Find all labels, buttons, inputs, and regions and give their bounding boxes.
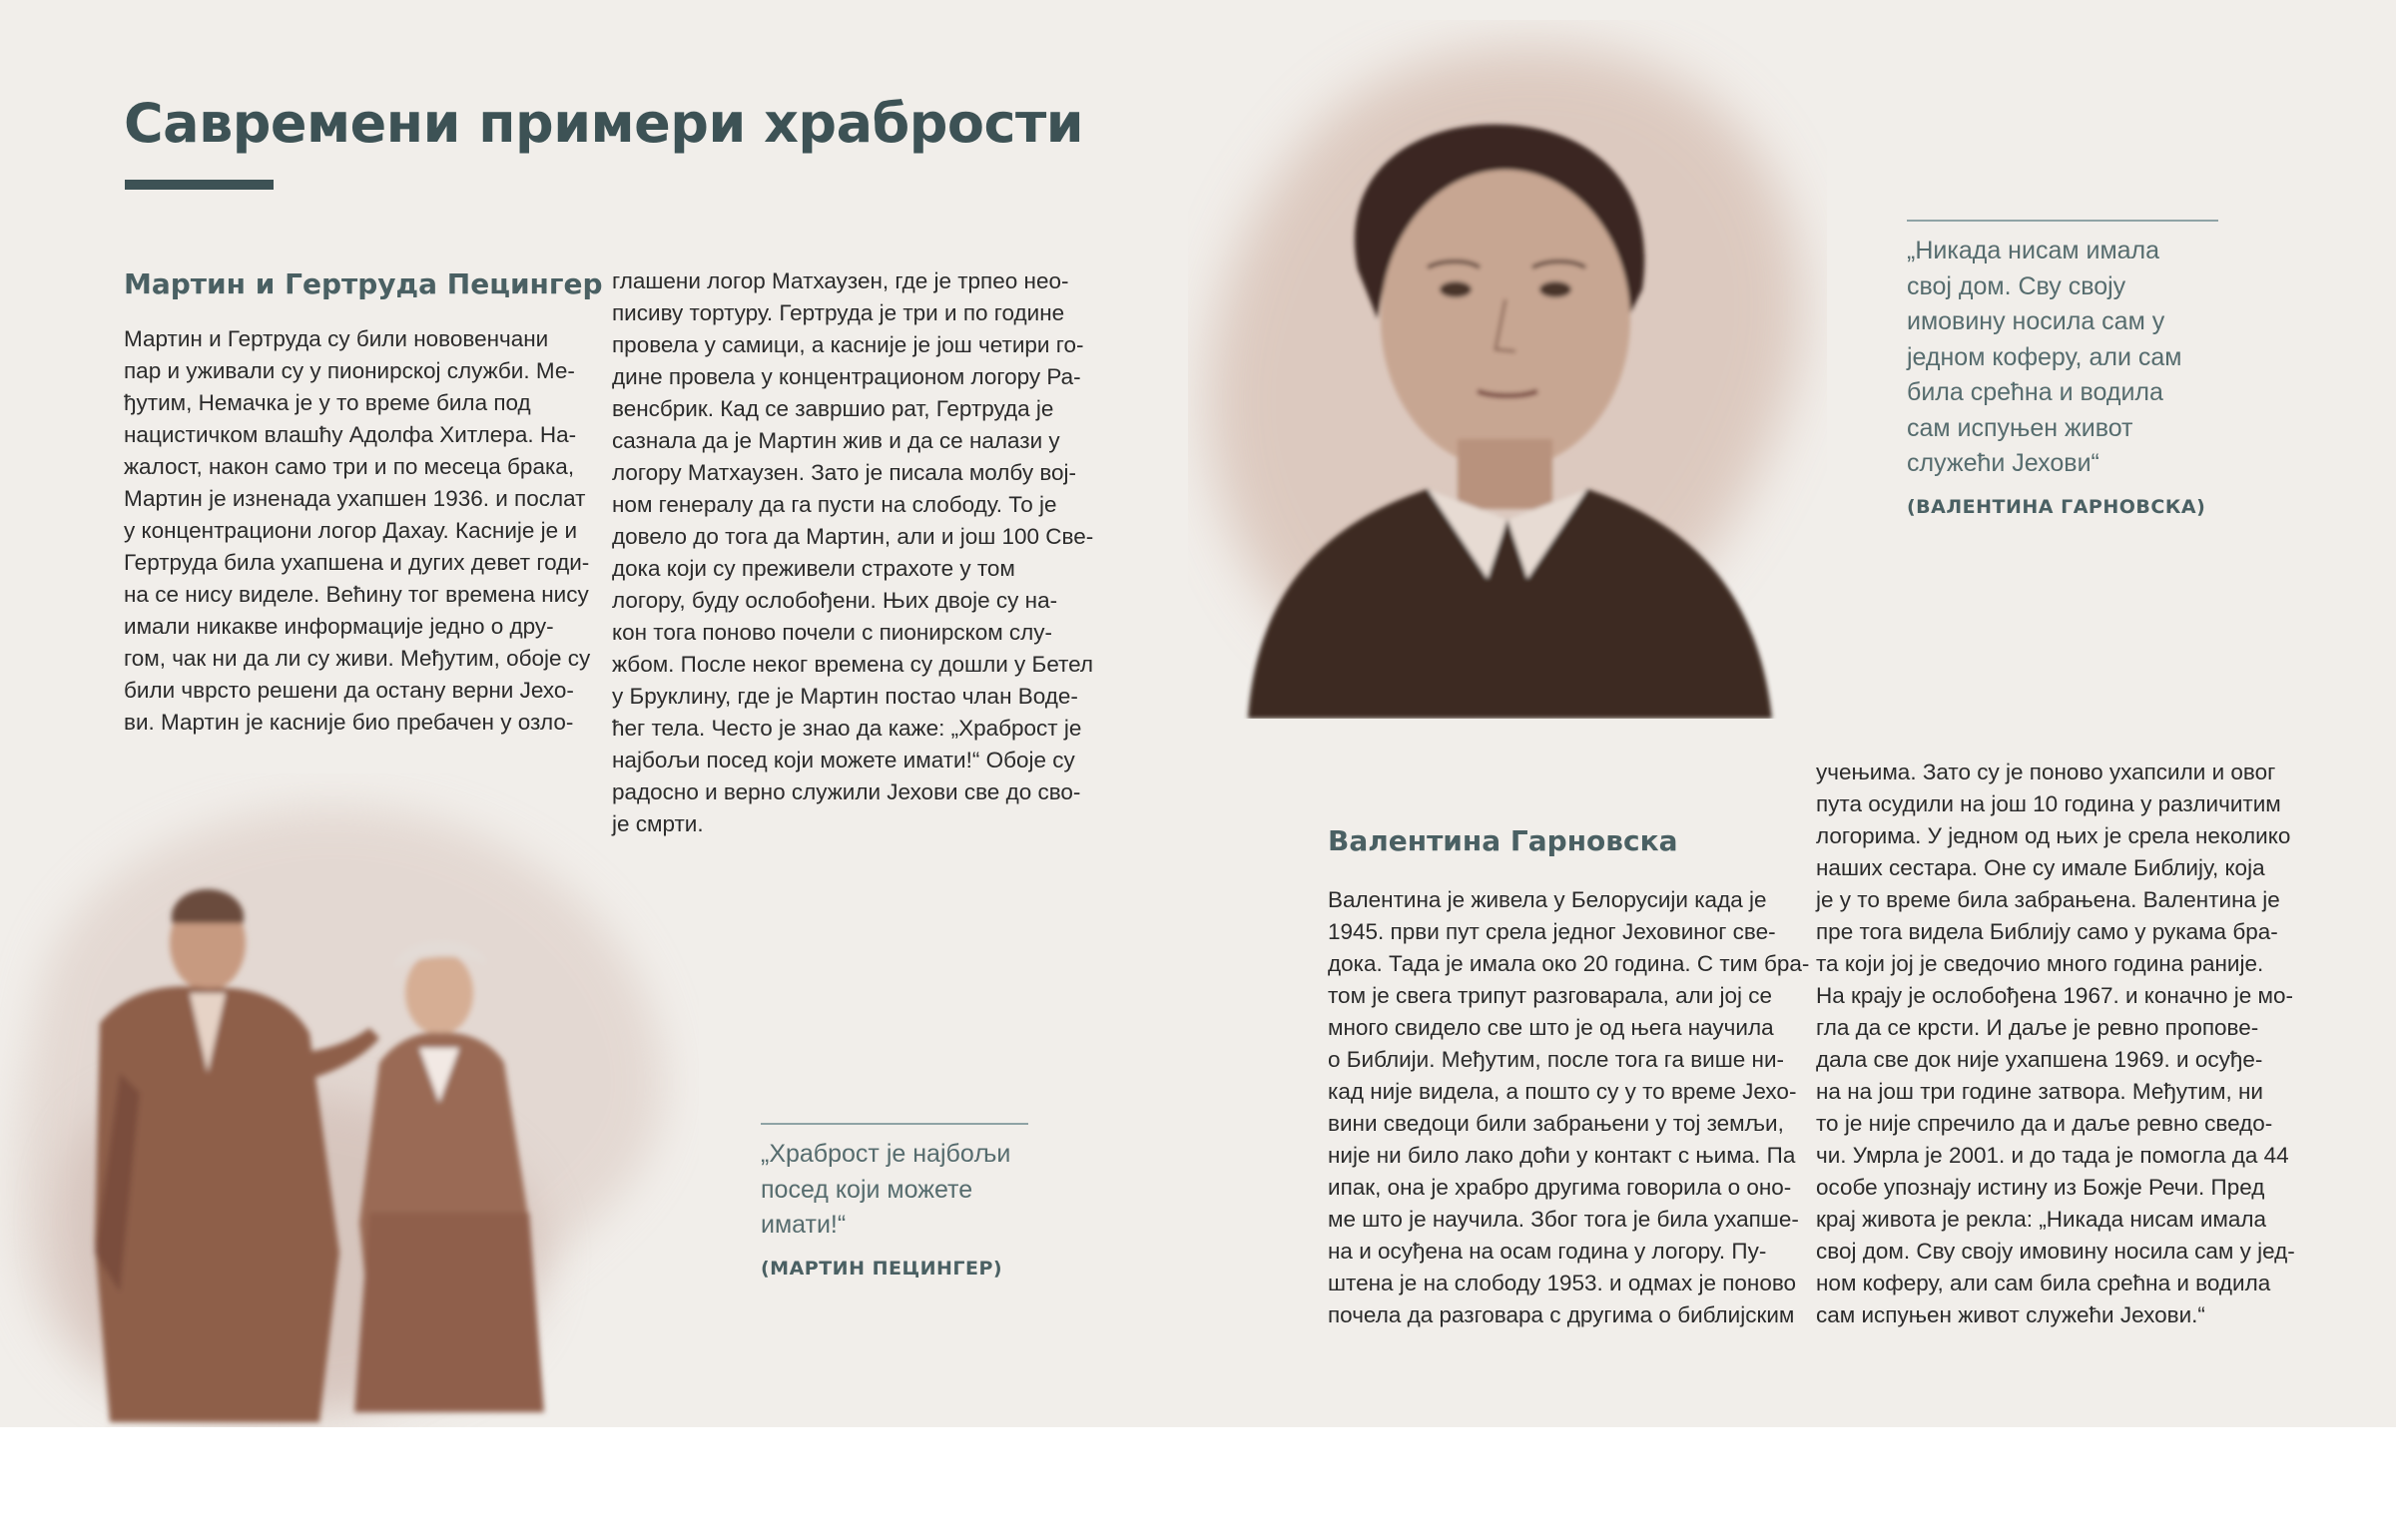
text-line: провела у самици, а касније је још четири го- [612, 332, 1084, 357]
text-line: дока који су преживели страхоте у том [612, 556, 1015, 581]
text-line: ипак, она је храбро другима говорила о оно- [1328, 1175, 1792, 1200]
text-line: Валентина је живела у Белорусији када је [1328, 887, 1767, 912]
text-line: пре тога видела Библију само у рукама бра- [1816, 919, 2278, 944]
text-line: ви. Мартин је касније био пребачен у озло- [124, 710, 574, 735]
martin-quote-text [761, 1137, 1028, 1244]
text-line: логорима. У једном од њих је срела неколико [1816, 823, 2291, 848]
text-line: вини сведоци били забрањени у тој земљи, [1328, 1111, 1784, 1136]
martin-quote-citation: (МАРТИН ПЕЦИНГЕР) [761, 1257, 1003, 1280]
text-line: штена је на слободу 1953. и одмах је поново [1328, 1271, 1797, 1295]
text-line: особе упознају истину из Божје Речи. Пред [1816, 1175, 2265, 1200]
text-line: нацистичком влашћу Адолфа Хитлера. На- [124, 422, 577, 447]
text-line: та који јој је сведочио много година раније. [1816, 951, 2264, 976]
text-line: о Библији. Међутим, после тога га више ни- [1328, 1047, 1785, 1072]
text-line: учењима. Зато су је поново ухапсили и овог [1816, 760, 2276, 784]
title-underline [125, 180, 274, 190]
text-line: је у то време била забрањена. Валентина је [1816, 887, 2280, 912]
text-line: гом, чак ни да ли су живи. Међутим, обоје су [124, 646, 591, 671]
text-line: ђутим, Немачка је у то време била под [124, 390, 531, 415]
quote-line: сам испуњен живот [1907, 413, 2133, 442]
text-line: ћег тела. Често је знао да каже: „Храброст је [612, 716, 1082, 741]
text-line: писиву тортуру. Гертруда је три и по године [612, 300, 1065, 325]
text-line: логору Матхаузен. Зато је писала молбу вој- [612, 460, 1077, 485]
text-line: на се нису виделе. Већину тог времена нису [124, 582, 589, 607]
valentina-column-1 [1328, 884, 1810, 1331]
text-line: свој дом. Сву своју имовину носила сам у јед- [1816, 1239, 2295, 1264]
valentina-heading: Валентина Гарновска [1328, 824, 1678, 857]
quote-rule [761, 1123, 1028, 1125]
text-line: жалост, након само три и по месеца брака, [124, 454, 575, 479]
text-line: много свидело све што је од њега научила [1328, 1015, 1774, 1040]
martin-column-1 [124, 323, 591, 739]
quote-line: „Никада нисам имала [1907, 237, 2160, 264]
quote-line: имати!“ [761, 1211, 847, 1239]
text-line: радосно и верно служили Јехови све до сво- [612, 779, 1081, 804]
text-line: ном коферу, али сам била срећна и водила [1816, 1271, 2271, 1295]
text-line: кон тога поново почели с пионирском слу- [612, 620, 1053, 645]
text-line: није ни било лако доћи у контакт с њима. Па [1328, 1143, 1796, 1168]
text-line: то је није спречило да и даље ревно сведо- [1816, 1111, 2273, 1136]
martin-gertruda-photo [0, 773, 699, 1427]
valentina-column-2 [1816, 757, 2295, 1331]
text-line: том је свега трипут разговарала, али јој се [1328, 983, 1773, 1008]
martin-heading: Мартин и Гертруда Пецингер [124, 267, 603, 300]
text-line: дока. Тада је имала око 20 година. С тим бра- [1328, 951, 1810, 976]
text-line: На крају је ослобођена 1967. и коначно је мо- [1816, 983, 2294, 1008]
martin-quote [761, 1123, 1028, 1280]
valentina-quote [1907, 220, 2218, 518]
text-line: дине провела у концентрационом логору Ра- [612, 364, 1081, 389]
text-line: Мартин је изненада ухапшен 1936. и послат [124, 486, 586, 511]
text-line: венсбрик. Кад се завршио рат, Гертруда је [612, 396, 1054, 421]
text-line: кад није видела, а пошто су у то време Јехо- [1328, 1079, 1797, 1104]
quote-line: „Храброст је најбољи [761, 1140, 1011, 1168]
text-line: наших сестара. Оне су имале Библију, која [1816, 855, 2265, 880]
text-line: имали никакве информације једно о дру- [124, 614, 554, 639]
quote-line: посед који можете [761, 1175, 973, 1204]
text-line: дала све док није ухапшена 1969. и осуђе- [1816, 1047, 2263, 1072]
text-line: најбољи посед који можете имати!“ Обоје су [612, 748, 1075, 772]
text-line: пута осудили на још 10 година у различитим [1816, 791, 2281, 816]
text-line: довело до тога да Мартин, али и још 100 Све- [612, 524, 1094, 549]
quote-line: свој дом. Сву своју [1907, 271, 2126, 300]
text-line: гла да се крсти. И даље је ревно пропове- [1816, 1015, 2259, 1040]
text-line: крај живота је рекла: „Никада нисам имала [1816, 1207, 2267, 1232]
text-line: почела да разговара с другима о библијским [1328, 1302, 1795, 1327]
valentina-quote-citation: (ВАЛЕНТИНА ГАРНОВСКА) [1907, 495, 2206, 518]
text-line: Мартин и Гертруда су били нововенчани [124, 326, 549, 351]
valentina-quote-text [1907, 234, 2218, 482]
quote-line: служећи Јехови“ [1907, 449, 2099, 477]
text-line: били чврсто решени да остану верни Јехо- [124, 678, 574, 703]
text-line: у Бруклину, где је Мартин постао члан Воде- [612, 684, 1078, 709]
text-line: Гертруда била ухапшена и дугих девет годи- [124, 550, 590, 575]
text-line: сам испуњен живот служећи Јехови.“ [1816, 1302, 2205, 1327]
martin-column-2 [612, 265, 1094, 840]
text-line: пар и уживали су у пионирској служби. Ме- [124, 358, 575, 383]
text-line: у концентрациони логор Дахау. Касније је и [124, 518, 578, 543]
page-title: Савремени примери храбрости [124, 92, 1084, 155]
text-line: 1945. први пут срела једног Јеховиног све- [1328, 919, 1776, 944]
quote-line: имовину носила сам у [1907, 307, 2165, 335]
text-line: логору, буду ослобођени. Њих двоје су на- [612, 588, 1058, 613]
text-line: ном генералу да га пусти на слободу. То је [612, 492, 1057, 517]
text-line: чи. Умрла је 2001. и до тада је помогла да 44 [1816, 1143, 2289, 1168]
quote-rule [1907, 220, 2218, 222]
text-line: на на још три године затвора. Међутим, ни [1816, 1079, 2263, 1104]
quote-line: једном коферу, али сам [1907, 342, 2182, 371]
text-line: сазнала да је Мартин жив и да се налази у [612, 428, 1060, 453]
text-line: жбом. После неког времена су дошли у Бетел [612, 652, 1094, 677]
text-line: је смрти. [612, 811, 704, 836]
valentina-portrait [1188, 20, 1827, 719]
text-line: на и осуђена на осам година у логору. Пу- [1328, 1239, 1767, 1264]
text-line: глашени логор Матхаузен, где је трпео нео- [612, 268, 1069, 293]
quote-line: била срећна и водила [1907, 378, 2163, 406]
text-line: ме што је научила. Због тога је била ухапше- [1328, 1207, 1799, 1232]
